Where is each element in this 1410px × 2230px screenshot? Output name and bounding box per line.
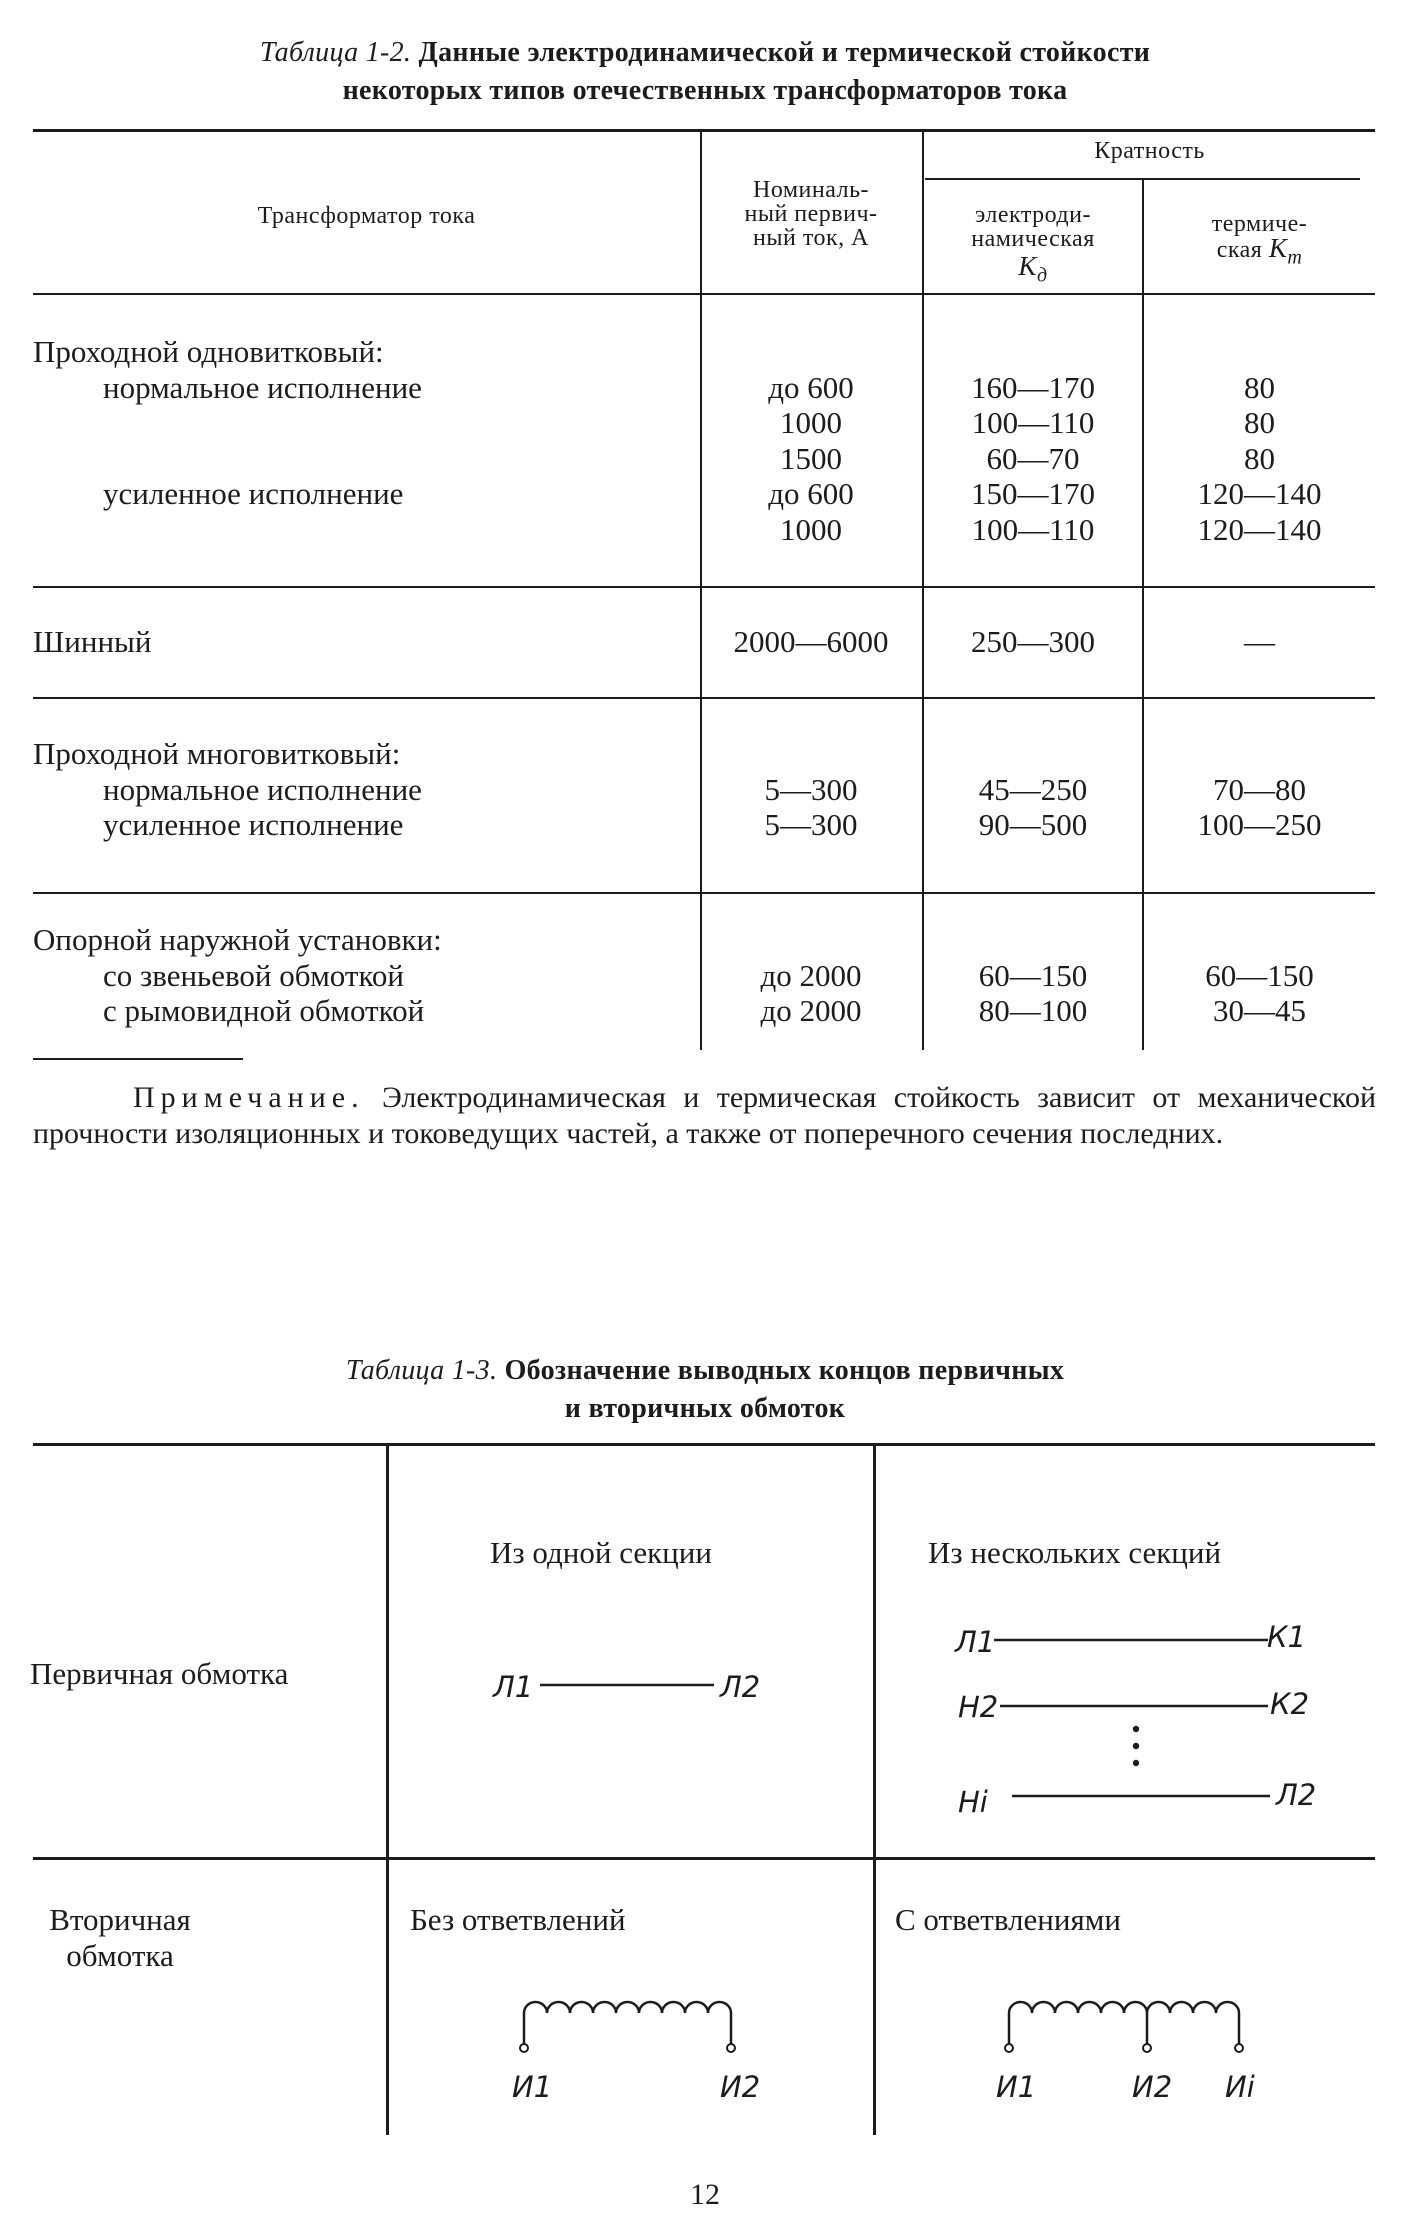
primary-winding-label: Первичная обмотка bbox=[30, 1656, 289, 1691]
group2-thermal bbox=[1144, 624, 1375, 660]
group1-thermal bbox=[1144, 334, 1375, 547]
page-number: 12 bbox=[690, 2178, 720, 2211]
header-current-line3: ный ток, А bbox=[753, 225, 869, 251]
table1-caption-label: Таблица 1-2. bbox=[259, 37, 412, 68]
table-row-label: Шинный bbox=[33, 624, 152, 659]
table-cell-current: 5—300 bbox=[764, 771, 858, 807]
table-cell-current: до 2000 bbox=[760, 957, 862, 993]
table-row-label bbox=[33, 405, 698, 441]
terminal-l1-label: Л1 bbox=[493, 1670, 534, 1704]
terminal-l2-label: Л2 bbox=[1276, 1778, 1317, 1812]
table2-middle-rule bbox=[33, 1857, 1375, 1860]
table-cell-electro: 80—100 bbox=[978, 993, 1088, 1028]
header-current-line2: ный первич- bbox=[744, 201, 878, 227]
table2-caption-line1: Обозначение выводных концов первичных bbox=[504, 1355, 1065, 1386]
header-multiplicity: Кратность bbox=[1094, 138, 1205, 164]
table-row-label: нормальное исполнение bbox=[103, 369, 422, 405]
group-divider-2 bbox=[33, 697, 1375, 699]
with-taps-heading: С ответвлениями bbox=[895, 1902, 1121, 1937]
header-thermal bbox=[1144, 212, 1375, 269]
table-row-label: нормальное исполнение bbox=[103, 771, 422, 807]
primary-single-line bbox=[538, 1680, 718, 1690]
table-cell-thermal bbox=[1144, 736, 1375, 772]
primary-multi-section-lines bbox=[990, 1630, 1290, 1810]
table-row-label: с рымовидной обмоткой bbox=[103, 993, 425, 1028]
header-electro bbox=[924, 203, 1142, 290]
table-row-label: Проходной одновитковый: bbox=[33, 334, 384, 369]
table-cell-electro: 160—170 bbox=[971, 369, 1095, 405]
terminal-n2-label: Н2 bbox=[958, 1690, 999, 1724]
table-cell-thermal bbox=[1144, 922, 1375, 958]
table-cell-current: 1000 bbox=[780, 511, 842, 547]
group4-current bbox=[702, 922, 920, 1029]
table-cell-electro bbox=[924, 736, 1142, 772]
secondary-label-line1: Вторичная bbox=[49, 1902, 191, 1937]
group3-labels bbox=[33, 736, 698, 843]
k-symbol: K bbox=[1018, 251, 1037, 281]
header-electro-line2: намическая bbox=[971, 226, 1095, 252]
table2-caption bbox=[0, 1352, 1410, 1390]
secondary-coil-no-taps bbox=[515, 1985, 740, 2055]
table-cell-current: 5—300 bbox=[764, 807, 858, 842]
terminal-ii-label: Иi bbox=[1225, 2070, 1255, 2104]
table-cell-electro: 90—500 bbox=[978, 807, 1088, 842]
table2-col-divider-1 bbox=[386, 1445, 389, 2135]
k-symbol: K bbox=[1268, 233, 1288, 263]
table-row-label bbox=[33, 441, 698, 477]
terminal-i2-label: И2 bbox=[1132, 2070, 1173, 2104]
terminal-l2-label: Л2 bbox=[720, 1670, 761, 1704]
secondary-label-line2: обмотка bbox=[66, 1938, 174, 1973]
header-thermal-line2 bbox=[1144, 233, 1375, 269]
group1-electro bbox=[924, 334, 1142, 547]
header-thermal-line1: термиче- bbox=[1211, 211, 1308, 237]
table1-caption-line2: некоторых типов отечественных трансформаторов тока bbox=[342, 75, 1068, 106]
table2-top-rule bbox=[33, 1443, 1375, 1446]
table-cell-thermal: 80 bbox=[1244, 405, 1275, 440]
table-cell-electro: 250—300 bbox=[971, 624, 1095, 659]
table-cell-current: 1000 bbox=[780, 405, 842, 440]
table-row-label bbox=[33, 512, 698, 548]
table-cell-electro: 100—110 bbox=[971, 511, 1095, 547]
group3-current bbox=[702, 736, 920, 843]
table-cell-thermal: 70—80 bbox=[1213, 771, 1306, 807]
table1-header-rule bbox=[33, 293, 1375, 295]
k-sub: т bbox=[1287, 246, 1303, 269]
header-transformer: Трансформатор тока bbox=[257, 203, 476, 229]
secondary-winding-label bbox=[30, 1902, 210, 1974]
table-cell-current bbox=[702, 334, 920, 370]
group3-thermal bbox=[1144, 736, 1375, 843]
group4-thermal bbox=[1144, 922, 1375, 1029]
terminal-i2-label: И2 bbox=[720, 2070, 761, 2104]
header-electro-line1: электроди- bbox=[975, 202, 1091, 228]
table-cell-electro: 60—70 bbox=[986, 440, 1080, 476]
table-cell-thermal: 100—250 bbox=[1197, 807, 1322, 842]
terminal-hi-label: Hi bbox=[958, 1785, 988, 1819]
table2-caption-line2: и вторичных обмоток bbox=[564, 1393, 846, 1424]
table2-col-divider-2 bbox=[873, 1445, 876, 2135]
table-cell-thermal: 120—140 bbox=[1197, 511, 1322, 547]
table-cell-thermal: 80 bbox=[1244, 440, 1275, 476]
table-cell-electro bbox=[924, 922, 1142, 958]
terminal-l1-label: Л1 bbox=[955, 1625, 996, 1659]
table-row-label: Опорной наружной установки: bbox=[33, 922, 442, 957]
table-row-label: Проходной многовитковый: bbox=[33, 736, 401, 771]
group-divider-1 bbox=[33, 586, 1375, 588]
several-sections-heading: Из нескольких секций bbox=[928, 1535, 1222, 1570]
table-cell-current: 1500 bbox=[780, 440, 842, 476]
table-cell-current: до 2000 bbox=[760, 993, 862, 1028]
table-row-label: усиленное исполнение bbox=[103, 476, 404, 511]
table-cell-current: 2000—6000 bbox=[733, 624, 889, 659]
col-divider-3 bbox=[1142, 179, 1144, 1050]
table-cell-thermal bbox=[1144, 334, 1375, 370]
table-row-label: усиленное исполнение bbox=[103, 807, 404, 842]
col-divider-1 bbox=[700, 130, 702, 1050]
table-cell-thermal: 60—150 bbox=[1205, 957, 1314, 993]
group4-electro bbox=[924, 922, 1142, 1029]
no-taps-heading: Без ответвлений bbox=[410, 1902, 626, 1937]
group2-labels bbox=[33, 624, 698, 660]
table-cell-current: до 600 bbox=[768, 476, 854, 511]
note-text: Электродинамическая и термическая стойкость зависит от механической прочности изоляционных и токоведущих частей, а также от поперечного сечения последних. bbox=[33, 1081, 1376, 1150]
header-current-line1: Номиналь- bbox=[752, 177, 870, 203]
terminal-i1-label: И1 bbox=[996, 2070, 1037, 2104]
table1-top-rule bbox=[33, 129, 1375, 132]
table1-caption-line1: Данные электродинамической и термической стойкости bbox=[418, 37, 1151, 68]
terminal-i1-label: И1 bbox=[512, 2070, 553, 2104]
table-cell-thermal: 30—45 bbox=[1213, 993, 1306, 1028]
table-cell-electro: 150—170 bbox=[971, 476, 1095, 511]
group2-current bbox=[702, 624, 920, 660]
table1-note bbox=[33, 1080, 1376, 1152]
note-rule bbox=[33, 1058, 243, 1060]
table2-caption-label: Таблица 1-3. bbox=[345, 1355, 498, 1386]
terminal-k1-label: К1 bbox=[1267, 1620, 1307, 1654]
table-cell-electro: 45—250 bbox=[978, 771, 1088, 807]
table-cell-current bbox=[702, 922, 920, 958]
group4-labels bbox=[33, 922, 698, 1029]
group-divider-3 bbox=[33, 892, 1375, 894]
table-cell-thermal: 120—140 bbox=[1197, 476, 1322, 511]
group3-electro bbox=[924, 736, 1142, 843]
table-cell-current: до 600 bbox=[768, 369, 854, 405]
k-sub: д bbox=[1036, 264, 1048, 287]
table-cell-current bbox=[702, 736, 920, 772]
secondary-coil-with-taps bbox=[1000, 1985, 1255, 2055]
table-cell-electro: 100—110 bbox=[971, 405, 1095, 440]
header-thermal-word: ская bbox=[1216, 237, 1263, 263]
table-row-label: со звеньевой обмоткой bbox=[103, 957, 405, 993]
table-cell-electro: 60—150 bbox=[978, 957, 1088, 993]
note-label: Примечание. bbox=[133, 1081, 365, 1114]
header-electro-symbol bbox=[924, 251, 1142, 290]
table-cell-thermal: 80 bbox=[1244, 369, 1275, 405]
group1-labels bbox=[33, 334, 698, 547]
table1-caption bbox=[0, 34, 1410, 72]
group1-current bbox=[702, 334, 920, 547]
terminal-k2-label: К2 bbox=[1270, 1687, 1310, 1721]
table-cell-electro bbox=[924, 334, 1142, 370]
group2-electro bbox=[924, 624, 1142, 660]
header-current bbox=[702, 178, 920, 250]
table-cell-thermal: — bbox=[1244, 624, 1275, 659]
one-section-heading: Из одной секции bbox=[490, 1535, 712, 1570]
